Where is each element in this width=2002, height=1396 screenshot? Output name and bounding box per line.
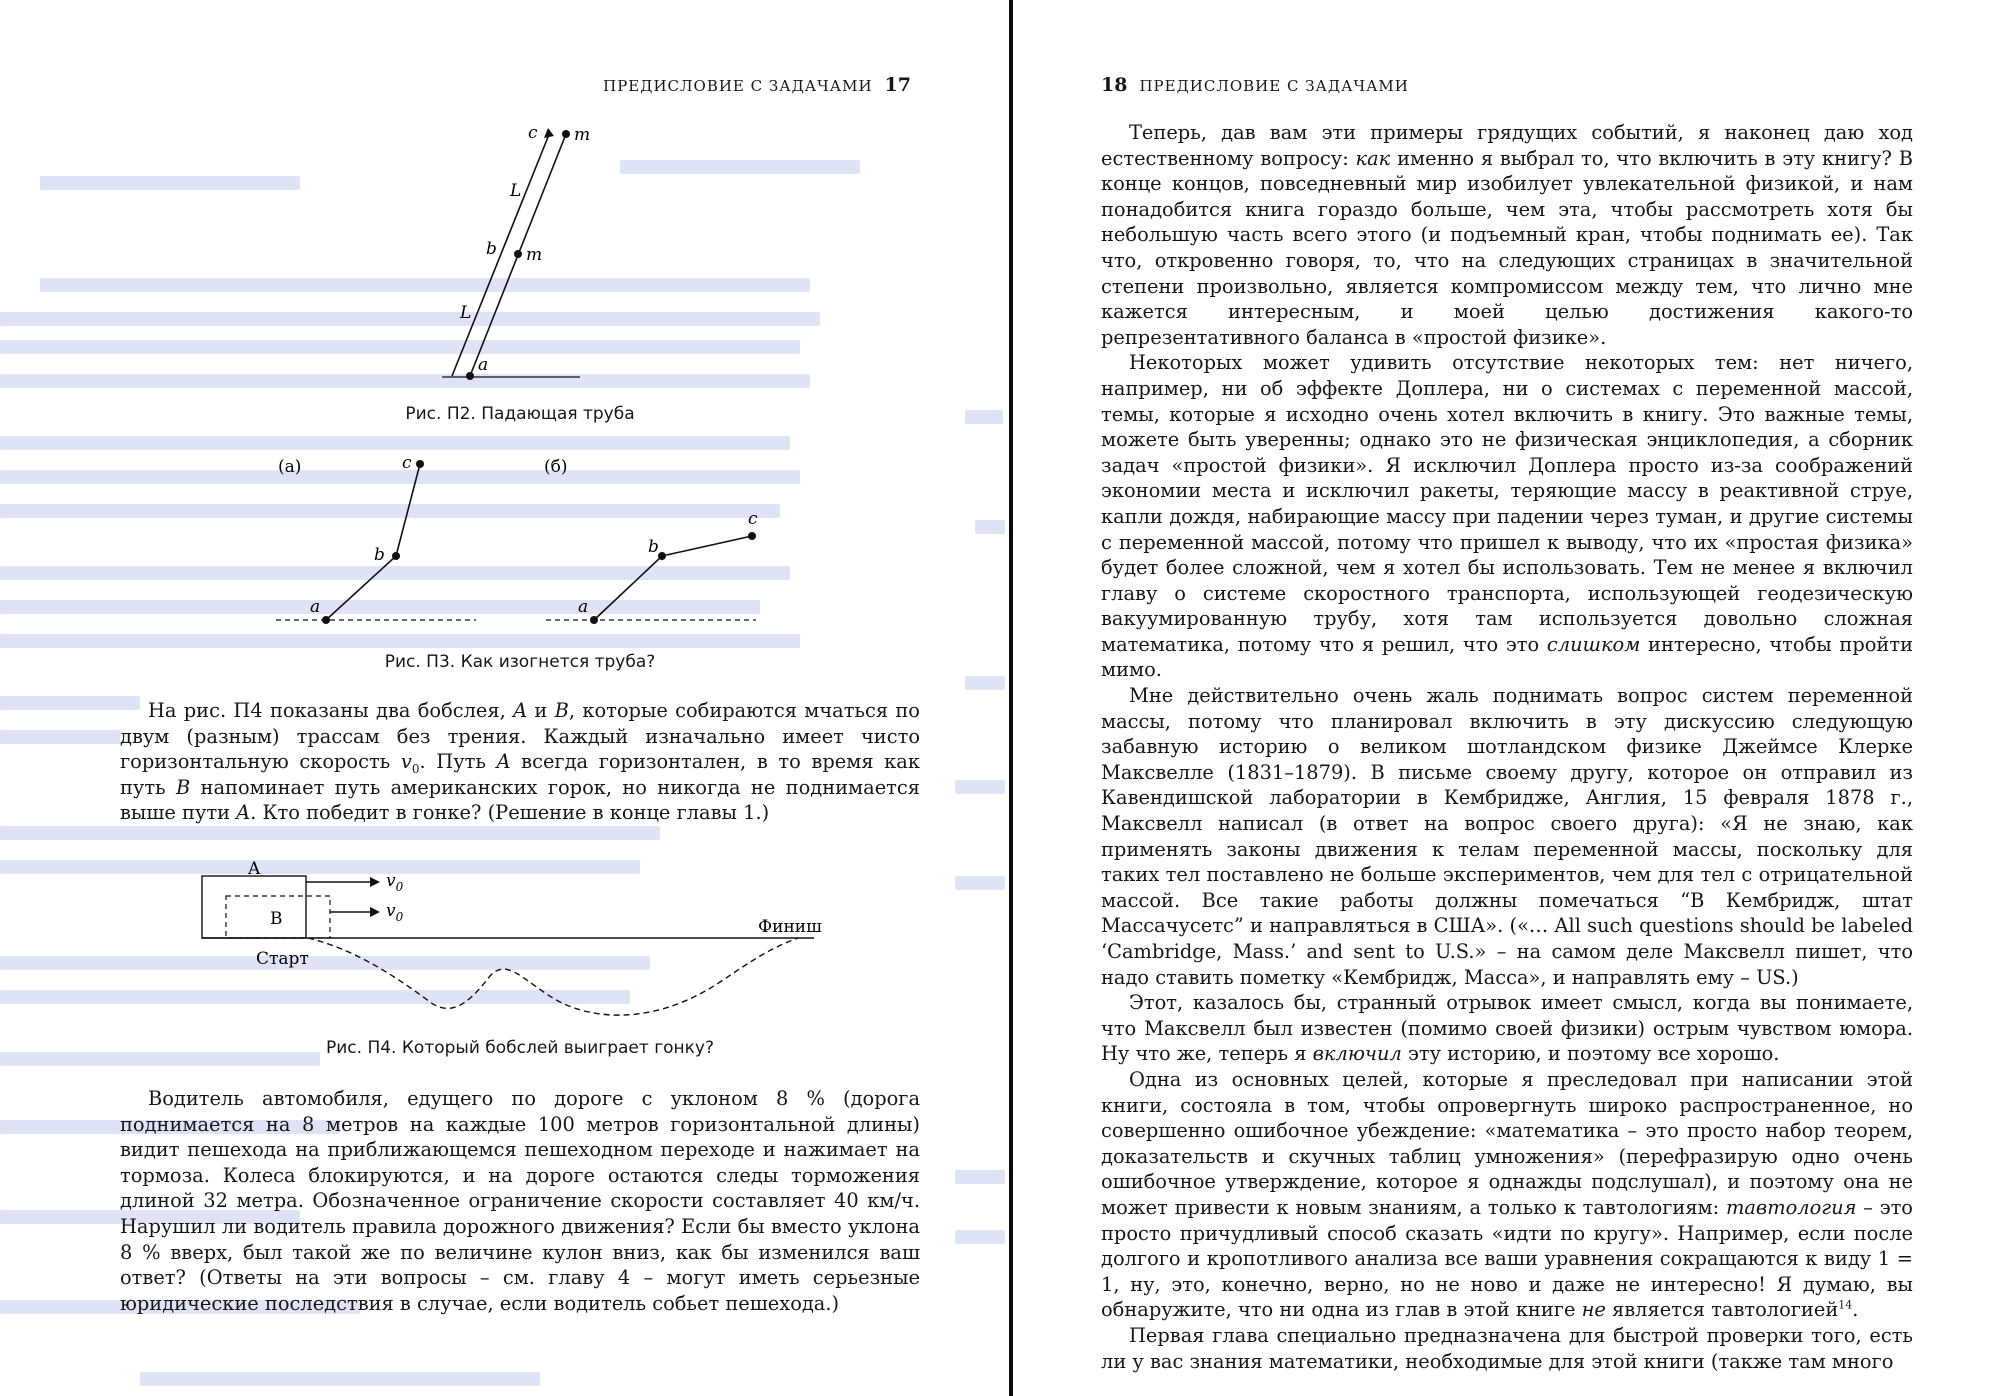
figure-p2-caption: Рис. П2. Падающая труба [405,404,635,424]
panel-a-tag: (а) [278,457,302,477]
running-head-title: ПРЕДИСЛОВИЕ С ЗАДАЧАМИ [603,77,873,95]
panel-a-label-c: c [402,453,412,473]
falling-pipe-drawing [420,118,620,390]
paragraph-bobsleigh: На рис. П4 показаны два бобслея, A и B, которые собираются мчаться по двум (разным) трассам без трения. Каждый изначально имеет чисто горизонтальную скорость $v_0$. Путь A всегда горизонтален, в то время как путь B напоминает путь американских горок, но никогда не поднимается выше пути A. Кто победит в гонке? (Решение в конце главы 1.) [120,699,920,825]
start-label: Старт [256,949,309,969]
right-page [1013,0,2002,1396]
paragraph-4: Этот, казалось бы, странный отрывок имеет смысл, когда вы понимаете, что Максвелл был известен (помимо своей физики) острым чувством юмора. Ну что же, теперь я включил эту историю, и поэтому все хорошо. [1101,991,1913,1066]
label-b: b [486,239,497,259]
running-head-left [603,74,911,96]
panel-b-label-c: c [748,509,758,529]
paragraph-5: Одна из основных целей, которые я преследовал при написании этой книги, состояла в том, чтобы опровергнуть широко распространенное, но совершенно ошибочное убеждение: «математика – это просто набор теорем, доказательств и скучных таблиц умножения» (перефразирую одно очень ошибочное утверждение, которое я однажды подслушал), и поэтому она не может привести к новым знаниям, а только к тавтологиям: тавтология – это просто причудливый способ сказать «идти по кругу». Например, если после долгого и кропотливого анализа все ваши уравнения сокращаются к виду 1 = 1, ну, это, конечно, верно, но не ново и даже не интересно! Я думаю, вы обнаружите, что ни одна из глав в этой книге не является тавтологией$^{14}$. [1101,1067,1913,1322]
panel-a-label-a: a [310,597,321,617]
footnote-ref[interactable]: 14 [1838,1298,1853,1312]
running-head-right [1101,74,1409,96]
running-head-title: ПРЕДИСЛОВИЕ С ЗАДАЧАМИ [1139,77,1409,95]
label-L-upper: L [510,181,522,201]
panel-a-label-b: b [374,545,385,565]
figure-p4-caption: Рис. П4. Который бобслей выиграет гонку? [326,1038,714,1058]
figure-pipe-bend [270,452,770,632]
paragraph-3: Мне действительно очень жаль поднимать вопрос систем переменной массы, потому что планировал включить в эту дискуссию следующую забавную историю о великом шотландском физике Джеймсе Клерке Максвелле (1831–1879). В письме своему другу, которое он отправил из Кавендишской лаборатории в Кембридже, Англия, 15 февраля 1878 г., Максвелл написал (в ответ на вопрос своего друга): «Я не знаю, как применять законы движения к телам переменной массы, поскольку для таких тел поставлено не больше экспериментов, чем для тел с отрицательной массой. Все такие работы должны помечаться “В Кембридж, штат Массачусетс” и направляться в США». («… All such questions should be labeled ‘Cambridge, Mass.’ and sent to U.S.» – на самом деле Максвелл пишет, что надо ставить пометку «Кембридж, Масса», и направлять ему – US.) [1101,684,1913,989]
label-L-lower: L [460,303,472,323]
paragraph-6: Первая глава специально предназначена для быстрой проверки того, есть ли у вас знания математики, необходимые для этой книги (также там много [1101,1323,1913,1373]
paragraph-driver: Водитель автомобиля, едущего по дороге с уклоном 8 % (дорога поднимается на 8 метров на каждые 100 метров горизонтальной длины) видит пешехода на приближающемся пешеходном переходе и нажимает на тормоза. Колеса блокируются, и на дороге остаются следы торможения длиной 32 метра. Обозначенное ограничение скорости составляет 40 км/ч. Нарушил ли водитель правила дорожного движения? Если бы вместо уклона 8 % вверх, был такой же по величине кулон вниз, как бы изменился ваш ответ? (Ответы на эти вопросы – см. главу 4 – могут иметь серьезные юридические последствия в случае, если водитель собьет пешехода.) [120,1087,920,1315]
label-m-top: m [574,125,591,145]
v0-bottom-label: $v_0$ [386,901,404,924]
bobsleigh-race-drawing [190,852,840,1028]
figure-p3-caption: Рис. П3. Как изогнется труба? [384,652,656,672]
bobsleigh-A-label: A [248,859,261,879]
paragraph-1: Теперь, дав вам эти примеры грядущих событий, я наконец даю ход естественному вопросу: как именно я выбрал то, что включить в эту книгу? В конце концов, повседневный мир изобилует увлекательной физикой, и нам понадобится книга гораздо больше, чем эта, чтобы рассмотреть хотя бы небольшую часть всего этого (и подъемный кран, чтобы поднимать ее). Так что, откровенно говоря, то, что на следующих страницах в значительной степени произвольно, является компромиссом между тем, что лично мне кажется интересным, и моей целью достижения какого-то репрезентативного баланса в «простой физике». [1101,121,1913,349]
v0-top-label: $v_0$ [386,871,404,894]
bobsleigh-B-label: B [270,909,283,929]
label-m-mid: m [526,245,543,265]
label-c: c [528,123,538,143]
panel-b-label-a: a [578,597,589,617]
paragraph-2: Некоторых может удивить отсутствие некоторых тем: нет ничего, например, ни об эффекте Доплера, ни о системах с переменной массой, темы, которые я исходно очень хотел включить в книгу. Это важные темы, можете быть уверенны; однако это не физическая энциклопедия, а сборник задач «простой физики». Я исключил Доплера просто из-за соображений экономии места и исключил ракеты, теряющие массу в реактивной струе, капли дождя, набирающие массу при падении через туман, и другие системы с переменной массой, потому что пришел к выводу, что их «простая физика» будет более сложной, чем я хотел бы использовать. Тем не менее я включил главу о системе скоростного транспорта, использующей геодезическую вакуумированную трубу, хотя там используется довольно сложная математика, потому что я решил, что это слишком интересно, чтобы пройти мимо. [1101,351,1913,682]
panel-b-tag: (б) [544,457,568,477]
panel-b-label-b: b [648,537,659,557]
figure-bobsleigh-race [190,852,840,1028]
pipe-bend-drawing [270,452,770,632]
label-a: a [478,355,489,375]
figure-falling-pipe [420,118,620,390]
finish-label: Финиш [758,917,822,937]
page-number: 17 [884,74,911,96]
right-page-body [1101,120,1913,1374]
page-number: 18 [1101,74,1128,96]
